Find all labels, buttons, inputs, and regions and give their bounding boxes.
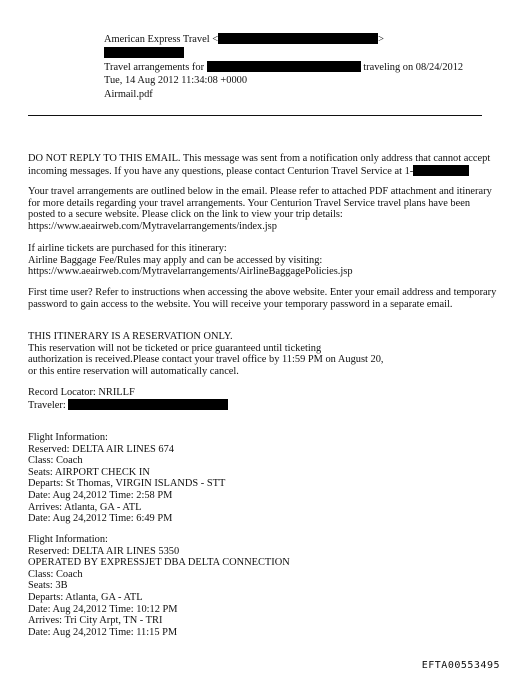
paragraph-line: authorization is received.Please contact your travel office by 11:59 PM on August 20, — [28, 354, 384, 366]
flight-line: Date: Aug 24,2012 Time: 6:49 PM — [28, 513, 173, 525]
redacted-phone — [413, 165, 469, 176]
redacted-recipient — [104, 47, 184, 58]
paragraph-line: THIS ITINERARY IS A RESERVATION ONLY. — [28, 331, 233, 342]
paragraph-line: or this entire reservation will automatically cancel. — [28, 365, 239, 377]
first-time-user-paragraph — [28, 287, 497, 310]
subject-text: Travel arrangements for — [104, 62, 205, 73]
flight-line: Flight Information: — [28, 432, 108, 443]
paragraph-line: password to gain access to the website. You will receive your temporary password in a separate email. — [28, 298, 453, 310]
paragraph-line: Airline Baggage Fee/Rules may apply and can be accessed by visiting: — [28, 254, 323, 266]
record-block — [28, 387, 490, 411]
flight-line: Class: Coach — [28, 568, 83, 580]
from-sender: American Express Travel < — [104, 34, 219, 45]
flight-info-2 — [28, 534, 490, 638]
redacted-name — [207, 61, 361, 72]
flight-line: Departs: Atlanta, GA - ATL — [28, 591, 143, 603]
paragraph-line: If airline tickets are purchased for this itinerary: — [28, 243, 227, 254]
paragraph-line: Your travel arrangements are outlined below in the email. Please refer to attached PDF attachment and itinerary — [28, 186, 492, 197]
subject-value — [104, 61, 463, 74]
trip-details-link[interactable]: https://www.aeairweb.com/Mytravelarrangements/index.jsp — [28, 220, 277, 232]
flight-line: Date: Aug 24,2012 Time: 2:58 PM — [28, 489, 173, 501]
flight-line: Seats: 3B — [28, 580, 68, 592]
notice-line: DO NOT REPLY TO THIS EMAIL. This message was sent from a notification only address that cannot accept — [28, 153, 491, 164]
flight-line: Date: Aug 24,2012 Time: 10:12 PM — [28, 603, 178, 615]
header-divider — [28, 115, 482, 116]
no-reply-notice — [28, 153, 490, 177]
date-value: Tue, 14 Aug 2012 11:34:08 +0000 — [104, 75, 248, 86]
flight-line: Arrives: Atlanta, GA - ATL — [28, 501, 142, 513]
flight-line: Flight Information: — [28, 534, 108, 545]
baggage-policy-link[interactable]: https://www.aeairweb.com/Mytravelarrangements/AirlineBaggagePolicies.jsp — [28, 266, 353, 278]
traveler-row — [28, 399, 490, 412]
from-value — [104, 33, 384, 46]
flight-line: OPERATED BY EXPRESSJET DBA DELTA CONNECTION — [28, 557, 290, 569]
flight-line: Arrives: Tri City Arpt, TN - TRI — [28, 615, 163, 627]
flight-line: Departs: St Thomas, VIRGIN ISLANDS - STT — [28, 478, 226, 490]
subject-suffix: traveling on 08/24/2012 — [363, 62, 464, 73]
flight-line: Reserved: DELTA AIR LINES 5350 — [28, 545, 180, 557]
flight-line: Seats: AIRPORT CHECK IN — [28, 466, 150, 478]
to-value — [104, 47, 184, 60]
paragraph-line: posted to a secure website. Please click on the link to view your trip details: — [28, 209, 343, 221]
notice-line — [28, 165, 490, 178]
paragraph-line: for more details regarding your travel arrangements. Your Centurion Travel Service travel plans have been — [28, 197, 471, 209]
arrangements-paragraph — [28, 186, 490, 232]
flight-info-1 — [28, 432, 490, 525]
flight-line: Class: Coach — [28, 455, 83, 467]
paragraph-line: This reservation will not be ticketed or price guaranteed until ticketing — [28, 342, 322, 354]
notice-text: incoming messages. If you have any questions, please contact Centurion Travel Service at 1- — [28, 165, 414, 177]
from-suffix: > — [378, 34, 384, 45]
traveler-label: Traveler: — [28, 399, 66, 411]
document-id: EFTA00553495 — [421, 660, 500, 672]
redacted-email — [218, 33, 378, 44]
record-locator: Record Locator: NRILLF — [28, 387, 135, 398]
reservation-notice — [28, 331, 490, 377]
redacted-traveler — [68, 399, 228, 410]
baggage-paragraph — [28, 243, 490, 278]
attachment-link[interactable]: Airmail.pdf — [104, 89, 153, 100]
flight-line: Reserved: DELTA AIR LINES 674 — [28, 443, 174, 455]
paragraph-line: First time user? Refer to instructions when accessing the above website. Enter your email address and temporary — [28, 287, 497, 298]
flight-line: Date: Aug 24,2012 Time: 11:15 PM — [28, 626, 178, 638]
